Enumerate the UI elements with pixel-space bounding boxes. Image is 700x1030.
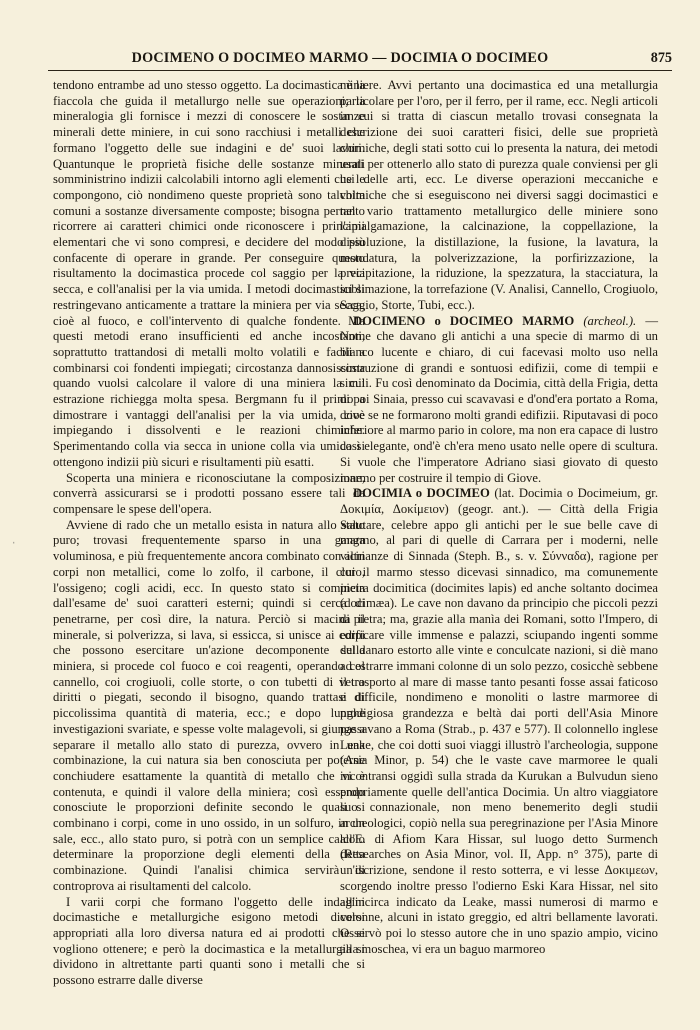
- margin-mark: ˈ: [12, 540, 16, 552]
- running-header: [48, 48, 672, 71]
- entry-body: (lat. Docimia o Docimeium, gr. Δοκιμία, Δοκίμειον) (geogr. ant.). — Città della Frigia Salutare, celebre appo gli antichi per le sue belle cave di marmo, al pari di quelle di Carrara per i moderni, nelle vicinanze di Sinnada (Steph. B., s. v. Σύνναδα), ragione per cui il marmo stesso dicevasi sinnadico, ma comunemente pietra docimitica (docimites lapis) ed anche soltanto docimea (docimæa). Le cave non davano da principio che piccoli pezzi di pietra; ma, grazie alla manìa dei Romani, sotto l'Impero, di edificare ville immense e palazzi, sciupando ingenti somme del danaro estorto alle vinte e conculcate nazioni, si diè mano ad estrarre immani colonne di un solo pezzo, cosicchè sebbene il trasporto al mare di masse tanto pesanti fosse assai faticoso e difficile, nondimeno e monoliti o lastre marmoree di prodigiosa grandezza e beltà dai porti dell'Asia Minore passavano a Roma (Strab., p. 437 e 577). Il colonnello inglese Leake, che coi dotti suoi viaggi illustrò l'archeologia, suppone (Asia Minor, p. 54) che le vaste cave marmoree le quali incontransi oggidì sulla strada da Kurukan a Bulvudun sieno propriamente quelle dell'antica Docimia. Un altro viaggiatore suo connazionale, non meno benemerito degli studii archeologici, copiò nella sua peregrinazione per l'Asia Minore all'E. di Afiom Kara Hissar, sul luogo detto Surmench (Researches on Asia Minor, vol. II, App. n° 375), parte di un'iscrizione, sendone il resto sotterra, e vi lesse Δοκιμεων, scorgendo inoltre presso l'odierno Eski Kara Hissar, nel sito all'incirca indicato da Leake, massi numerosi di marmo e colonne, alcuni in istato greggio, ed altri bellamente lavorati. Osservò poi lo stesso autore che in uno spazio ampio, vicino alla moschea, vi era un baguo marmoreo: [340, 486, 658, 956]
- entry-tag: (archeol.).: [583, 313, 637, 328]
- entry-docimeno: [340, 314, 658, 487]
- paragraph: miniere. Avvi pertanto una docimastica ed una metallurgia particolare per l'oro, per il ferro, per il rame, ecc. Negli articoli in cui si tratta di ciascun metallo trovasi consegnata la descrizione dei suoi caratteri fisici, delle sue proprietà chimiche, degli stati sotto cui lo presenta la natura, dei metodi usati per ottenerlo allo stato di purezza quale conviensi per gli usi delle arti, ecc. Le diverse operazioni meccaniche e chimiche che si eseguiscono nei diversi saggi docimastici e nel vario trattamento metallurgico delle miniere sono l'amalgamazione, la calcinazione, la coppellazione, la dissoluzione, la distillazione, la fusione, la lavatura, la mondatura, la polverizzazione, la porfirizzazione, la precipitazione, la riduzione, la spezzatura, la stacciatura, la sublimazione, la torrefazione (V. Analisi, Cannello, Crogiuolo, Saggio, Storte, Tubi, ecc.).: [340, 78, 658, 312]
- entry-headword: DOCIMENO o DOCIMEO MARMO: [353, 313, 575, 328]
- entry-headword: DOCIMIA o DOCIMEO: [353, 486, 490, 501]
- left-column: [53, 78, 365, 989]
- running-title: DOCIMENO O DOCIMEO MARMO — DOCIMIA O DOCIMEO: [131, 50, 549, 66]
- right-column: [340, 78, 658, 957]
- paragraph: I varii corpi che formano l'oggetto delle indagini docimastiche e metallurgiche esigono metodi diversi appropriati alla loro diversa natura ed ai prodotti che si vogliono ottenere; e però la docimastica e la metallurgia si dividono in altrettante parti quanti sono i metalli che si possono estrarre dalle diverse: [53, 894, 365, 988]
- paragraph: tendono entrambe ad uno stesso oggetto. La docimastica è la fiaccola che guida il metallurgo nelle sue operazioni; la mineralogia gli fornisce i mezzi di conoscere le sostanze minerali dette miniere, in cui sono racchiusi i metalli che formano l'oggetto delle sue indagini e de' suoi lavori. Quantunque le proprietà fisiche delle sostanze minerali somministrino indizii calcolabili intorno agli elementi che le compongono, ciò nondimeno queste proprietà sono talvolta comuni a sostanze diversamente composte; bisogna pertanto ricorrere ai caratteri chimici onde riconoscere i principii elementari che vi sono compresi, e decidere del modo più confacente di operare in grande. Per conseguire questo risultamento la docimastica procede col saggio per la via secca, e coll'analisi per la via umida. I metodi docimastici si restringevano anticamente a trattare la miniera per via secca, cioè al fuoco, e coll'intervento di qualche fondente. Ma questi metodi erano insufficienti ed anche incostanti, soprattutto trattandosi di metalli molto volatili e facili a combinarsi coi fondenti impiegati; circostanza dannosissima quando vuolsi calcolare il valore di una miniera la cui estrazione richiegga molta spesa. Bergmann fu il primo a dimostrare i vantaggi dell'analisi per la via umida, cioè impiegando i dissolventi e le reazioni chimiche. Sperimentando colla via secca in unione colla via umida si ottengono indizii più sicuri e risultamenti più esatti.: [53, 78, 365, 469]
- entry-docimia: [340, 486, 658, 957]
- entry-body: — Nome che davano gli antichi a una specie di marmo di un bianco lucente e chiaro, di cui facevasi molto uso nella costruzione di grandi e sontuosi edifizii, come di tempii e simili. Fu così denominato da Docimia, città della Frigia, detta di poi Sinaia, presso cui scavavasi e d'ond'era portato a Roma, dove se ne formarono molti grandi edifizii. Riputavasi di poco inferiore al marmo pario in colore, ma non era capace di lustro così elegante, ond'è ch'era meno usato nelle opere di scultura. Si vuole che l'imperatore Adriano siasi giovato di questo marmo per costruire il tempio di Giove.: [340, 313, 658, 485]
- paragraph: Scoperta una miniera e riconosciutane la composizione, converrà assicurarsi se i prodotti possano essere tali da compensare le spese dell'opera.: [53, 470, 365, 516]
- paragraph: Avviene di rado che un metallo esista in natura allo stato puro; trovasi frequentemente sparso in una ganga voluminosa, e più frequentemente ancora combinato con altri corpi non metallici, come lo zolfo, il carbone, il cloro, l'ossigeno; cogli acidi, ecc. In questo stato si comincia dall'esame de' suoi caratteri esterni; quindi si cerca di penetrarne, per così dire, la natura. Perciò si macina il minerale, si polverizza, si lava, si essicca, si unisce ai corpi che possono esercitare un'azione decomponente sulla miniera, si procede col fuoco e coi reagenti, operando col cannello, coi crogiuoli, colle storte, o con tubetti di vetro diritti o piegati, secondo il bisogno, quando trattasi di piccolissima quantità di materia, ecc.; e dopo lunghe investigazioni svariate, e spesse volte malagevoli, si giunge a separare il metallo allo stato di purezza, ovvero in una combinazione, la cui natura sia ben conosciuta per poterne conchiudere esattamente la quantità di metallo che vi è contenuta, e quindi il valore della miniera; così essendo conosciute le proporzioni definite secondo le quali si combinano i corpi, come in uno ossido, in un solfuro, in un sale, ecc., allo stato puro, si potrà con un semplice calcolo determinare la proporzione degli elementi della detta combinazione. Quindi l'analisi chimica servirà di controprova ai risultamenti del calcolo.: [53, 517, 365, 893]
- page-number: 875: [650, 50, 672, 66]
